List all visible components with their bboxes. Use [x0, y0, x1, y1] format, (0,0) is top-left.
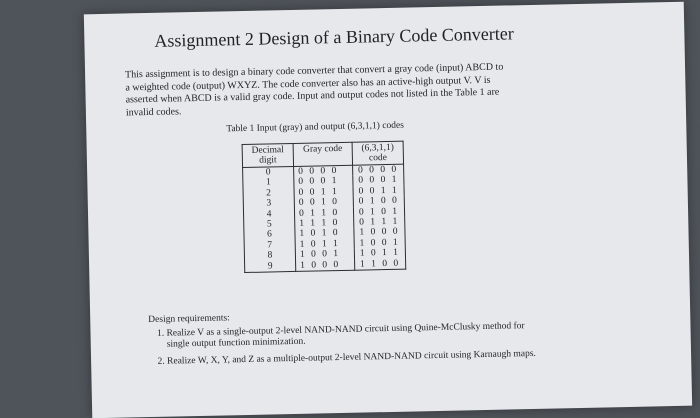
weighted-code-cell: 0 1 1 1: [354, 217, 405, 228]
code-table: [242, 141, 407, 273]
table-caption: Table 1 Input (gray) and output (6,3,1,1) codes: [226, 120, 405, 135]
gray-code-cell: 0 0 1 0: [294, 197, 353, 209]
requirements-list: [148, 321, 547, 374]
decimal-cell: 0: [243, 166, 294, 178]
assignment-sheet: [84, 2, 692, 418]
gray-code-cell: 0 1 1 0: [294, 207, 353, 219]
weighted-code-cell: 1 1 0 0: [355, 258, 406, 270]
decimal-cell: 9: [245, 261, 296, 273]
weighted-code-cell: 0 1 0 1: [353, 206, 404, 217]
requirement-item: 2. Realize W, X, Y, and Z as a multiple-output 2-level NAND-NAND circuit using Karnaugh maps.: [167, 349, 547, 368]
decimal-cell: 4: [243, 209, 294, 220]
decimal-cell: 1: [243, 177, 294, 188]
gray-code-cell: 1 0 1 1: [295, 239, 354, 251]
weighted-code-cell: 0 0 0 1: [353, 175, 404, 186]
header-decimal-digit: Decimal digit: [242, 143, 293, 167]
weighted-code-cell: 0 1 0 0: [353, 196, 404, 207]
decimal-cell: 6: [244, 229, 295, 240]
gray-code-cell: 1 0 0 0: [296, 259, 355, 271]
weighted-code-cell: 0 0 1 1: [353, 185, 404, 196]
header-gray-code: Gray code: [293, 142, 352, 166]
decimal-cell: 3: [243, 198, 294, 209]
weighted-code-cell: 1 0 1 1: [354, 248, 405, 259]
weighted-code-cell: 1 0 0 0: [354, 227, 405, 238]
gray-code-cell: 1 0 1 0: [295, 228, 354, 240]
requirements-heading: Design requirements:: [148, 313, 230, 326]
decimal-cell: 5: [244, 219, 295, 230]
weighted-code-cell: 1 0 0 1: [354, 237, 405, 248]
decimal-cell: 8: [244, 250, 295, 261]
header-6311-code: (6,3,1,1) code: [352, 141, 403, 165]
gray-code-cell: 1 1 1 0: [295, 218, 354, 230]
requirement-item: 1. Realize V as a single-output 2-level NAND-NAND circuit using Quine-McClusky method for single output function minimization.: [166, 321, 546, 351]
weighted-code-cell: 0 0 0 0: [353, 164, 404, 176]
gray-code-cell: 1 0 0 1: [295, 249, 354, 261]
gray-code-cell: 0 0 1 1: [294, 187, 353, 199]
intro-paragraph: This assignment is to design a binary code converter that convert a gray code (input) ABCD to a weighted code (output) WXYZ. The code converter also has an active-high output V. V is asserted when ABCD is a valid gray code. Input and output codes not listed in the Table 1 are invalid codes.: [124, 61, 504, 118]
decimal-cell: 2: [243, 188, 294, 199]
gray-code-cell: 0 0 0 0: [294, 165, 353, 177]
table-body: [243, 164, 406, 272]
page-title: Assignment 2 Design of a Binary Code Converter: [154, 23, 514, 51]
gray-code-cell: 0 0 0 1: [294, 176, 353, 188]
table-header-row: [242, 141, 403, 167]
decimal-cell: 7: [244, 240, 295, 251]
